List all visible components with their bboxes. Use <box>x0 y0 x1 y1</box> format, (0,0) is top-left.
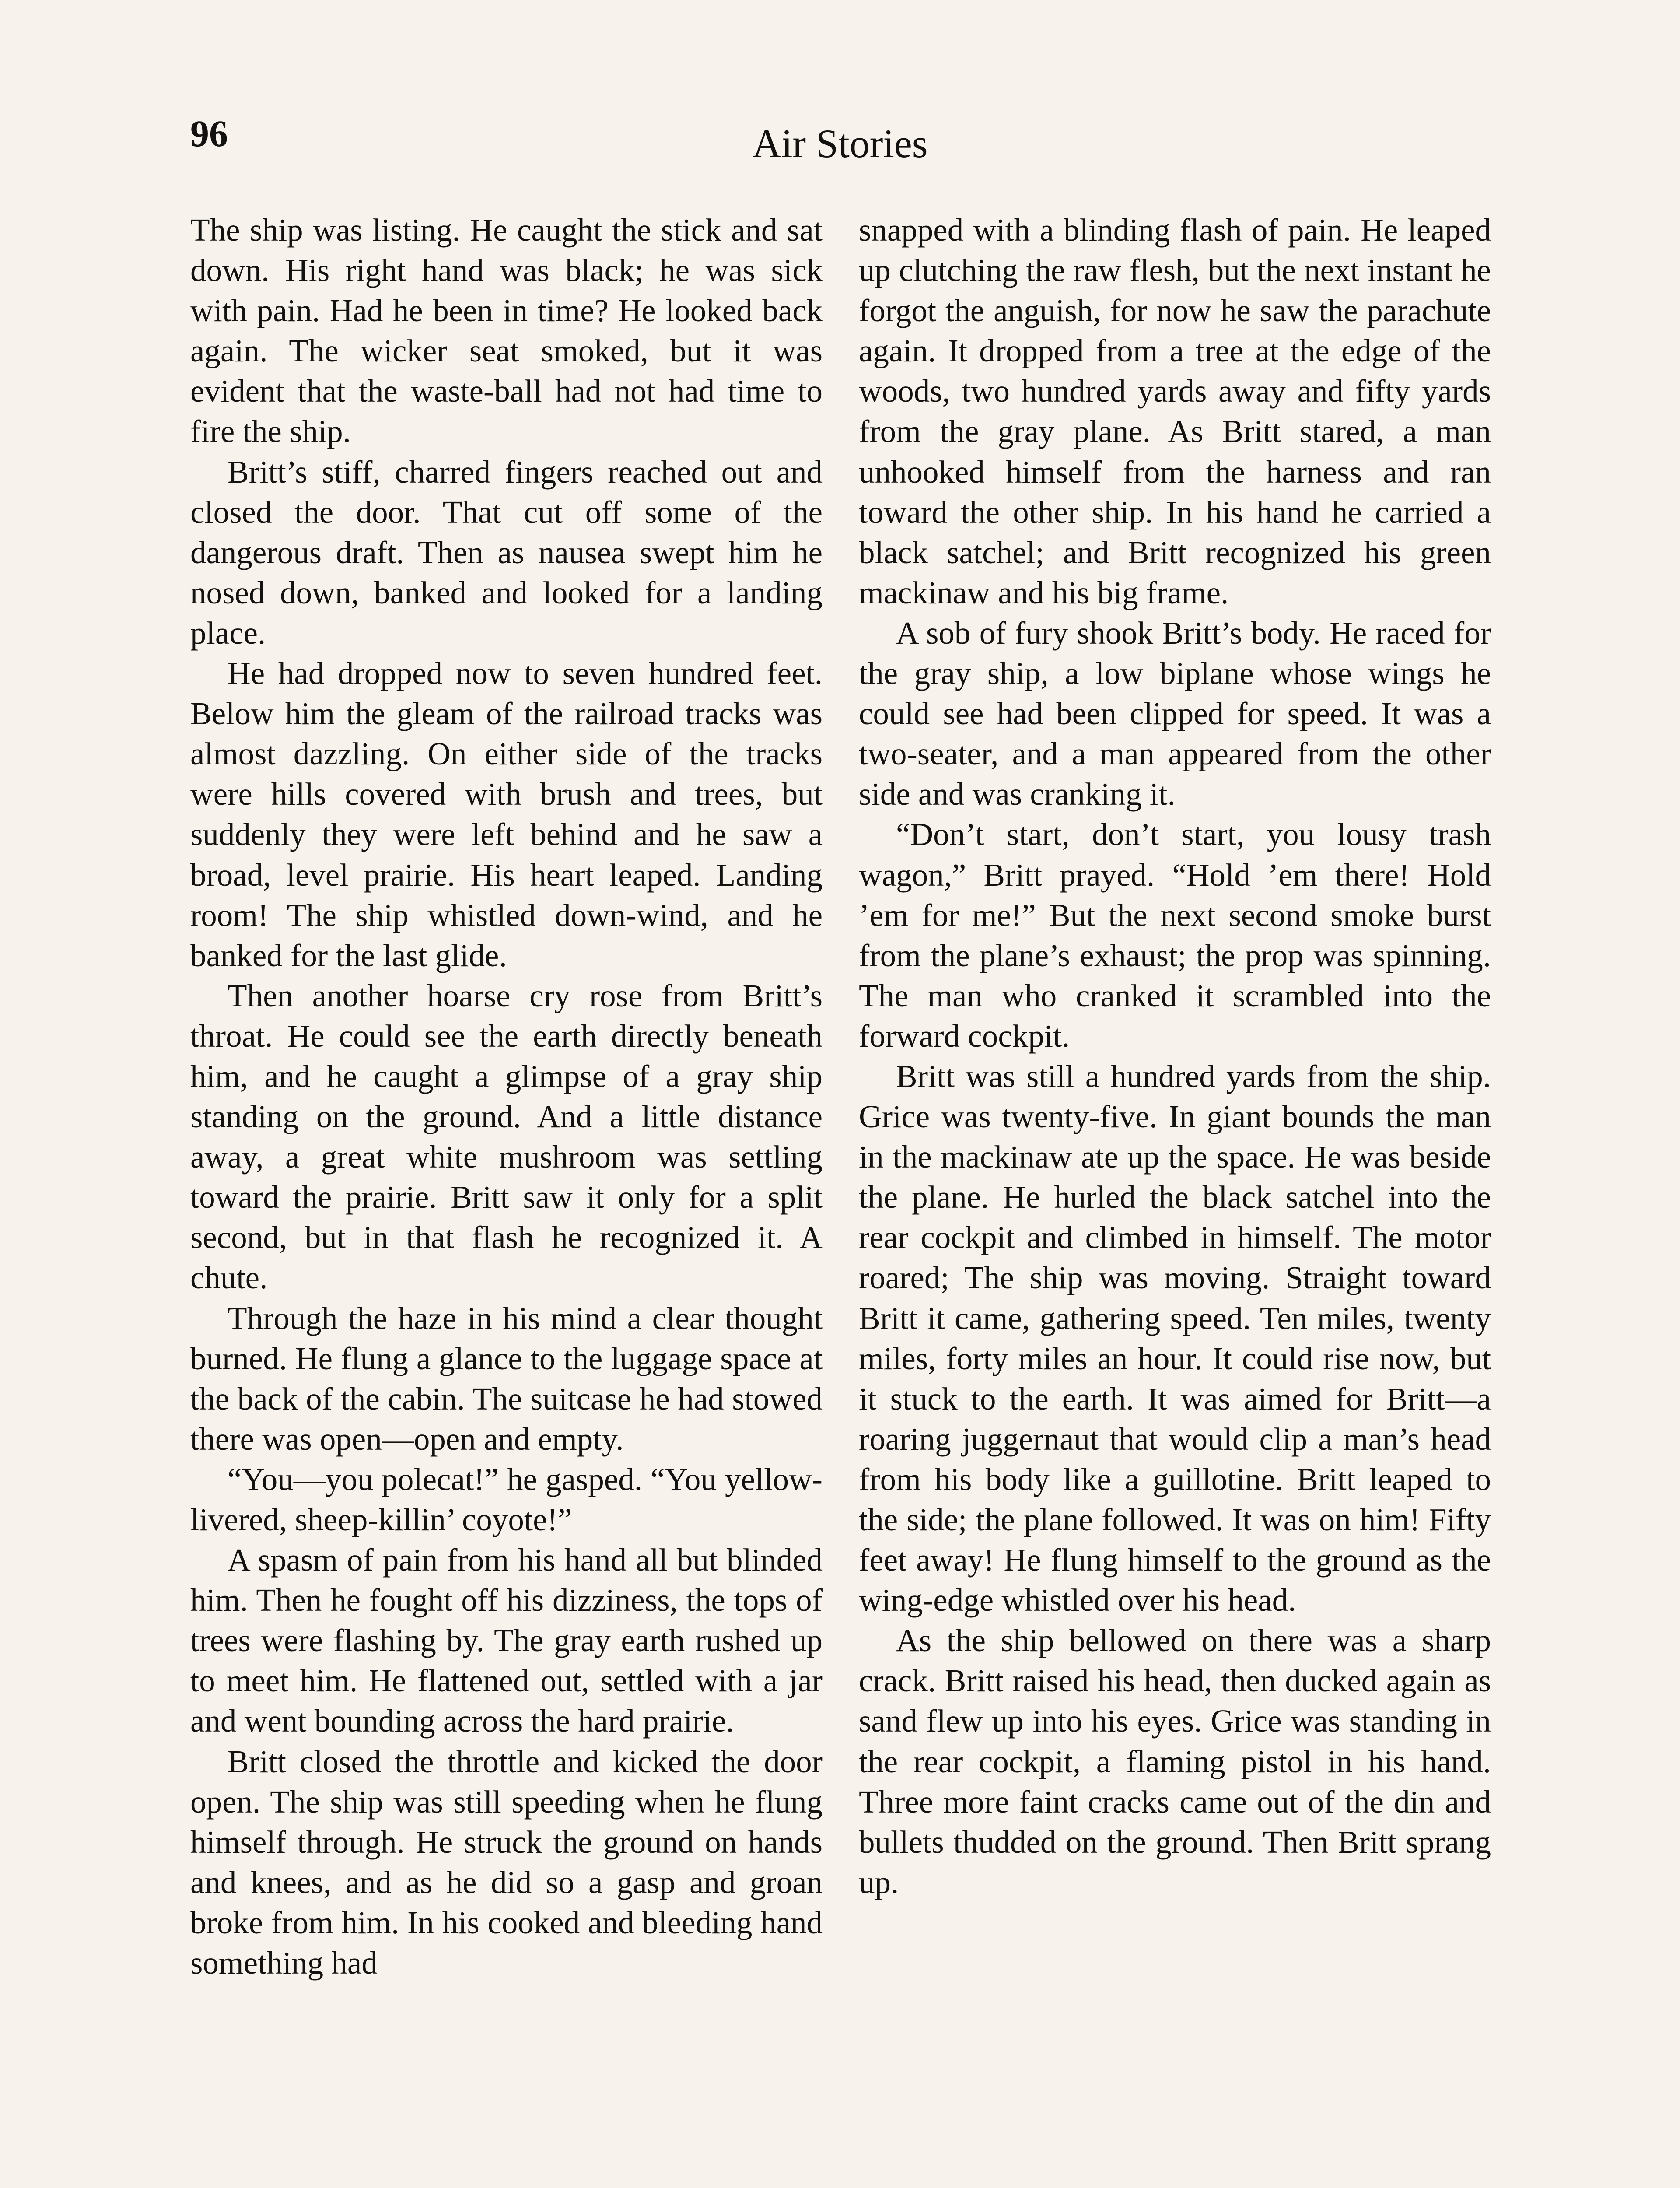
paragraph: Britt was still a hundred yards from the ship. Grice was twenty-five. In giant bounds the man in the mackinaw ate up the space. He was beside the plane. He hurled the black satchel into the rear cockpit and climbed in himself. The motor roared; The ship was moving. Straight toward Britt it came, gathering speed. Ten miles, twenty miles, forty miles an hour. It could rise now, but it stuck to the earth. It was aimed for Britt—a roaring juggernaut that would clip a man’s head from his body like a guillotine. Britt leaped to the side; the plane followed. It was on him! Fifty feet away! He flung himself to the ground as the wing-edge whistled over his head. <box>859 1058 1491 1618</box>
left-column <box>190 210 822 1983</box>
page-number: 96 <box>190 112 228 154</box>
paragraph: The ship was listing. He caught the stick and sat down. His right hand was black; he was sick with pain. Had he been in time? He looked back again. The wicker seat smoked, but it was evident that the waste-ball had not had time to fire the ship. <box>190 212 822 449</box>
paragraph: Then another hoarse cry rose from Britt’s throat. He could see the earth directly beneath him, and he caught a glimpse of a gray ship standing on the ground. And a little distance away, a great white mushroom was settling toward the prairie. Britt saw it only for a split second, but in that flash he recognized it. A chute. <box>190 978 822 1296</box>
paragraph: Britt’s stiff, charred fingers reached out and closed the door. That cut off some of the dangerous draft. Then as nausea swept him he nosed down, banked and looked for a landing place. <box>190 454 822 651</box>
paragraph: “You—you polecat!” he gasped. “You yellow-livered, sheep-killin’ coyote!” <box>190 1461 822 1537</box>
paragraph: He had dropped now to seven hundred feet. Below him the gleam of the railroad tracks was almost dazzling. On either side of the tracks were hills covered with brush and trees, but suddenly they were left behind and he saw a broad, level prairie. His heart leaped. Landing room! The ship whistled down-wind, and he banked for the last glide. <box>190 656 822 973</box>
paragraph: Britt closed the throttle and kicked the door open. The ship was still speeding when he flung himself through. He struck the ground on hands and knees, and as he did so a gasp and groan broke from him. In his cooked and bleeding hand something had <box>190 1743 822 1981</box>
right-column <box>859 210 1491 1903</box>
paragraph: snapped with a blinding flash of pain. He leaped up clutching the raw flesh, but the next instant he forgot the anguish, for now he saw the parachute again. It dropped from a tree at the edge of the woods, two hundred yards away and fifty yards from the gray plane. As Britt stared, a man unhooked himself from the harness and ran toward the other ship. In his hand he carried a black satchel; and Britt recognized his green mackinaw and his big frame. <box>859 212 1491 610</box>
paragraph: Through the haze in his mind a clear thought burned. He flung a glance to the luggage space at the back of the cabin. The suitcase he had stowed there was open—open and empty. <box>190 1300 822 1457</box>
paragraph: “Don’t start, don’t start, you lousy trash wagon,” Britt prayed. “Hold ’em there! Hold ’em for me!” But the next second smoke burst from the plane’s exhaust; the prop was spinning. The man who cranked it scrambled into the forward cockpit. <box>859 817 1491 1054</box>
paragraph: A spasm of pain from his hand all but blinded him. Then he fought off his dizziness, the tops of trees were flashing by. The gray earth rushed up to meet him. He flattened out, settled with a jar and went bounding across the hard prairie. <box>190 1542 822 1739</box>
running-title: Air Stories <box>752 121 928 166</box>
paragraph: A sob of fury shook Britt’s body. He raced for the gray ship, a low biplane whose wings he could see had been clipped for speed. It was a two-seater, and a man appeared from the other side and was cranking it. <box>859 615 1491 812</box>
paragraph: As the ship bellowed on there was a sharp crack. Britt raised his head, then ducked again as sand flew up into his eyes. Grice was standing in the rear cockpit, a flaming pistol in his hand. Three more faint cracks came out of the din and bullets thudded on the ground. Then Britt sprang up. <box>859 1623 1491 1900</box>
